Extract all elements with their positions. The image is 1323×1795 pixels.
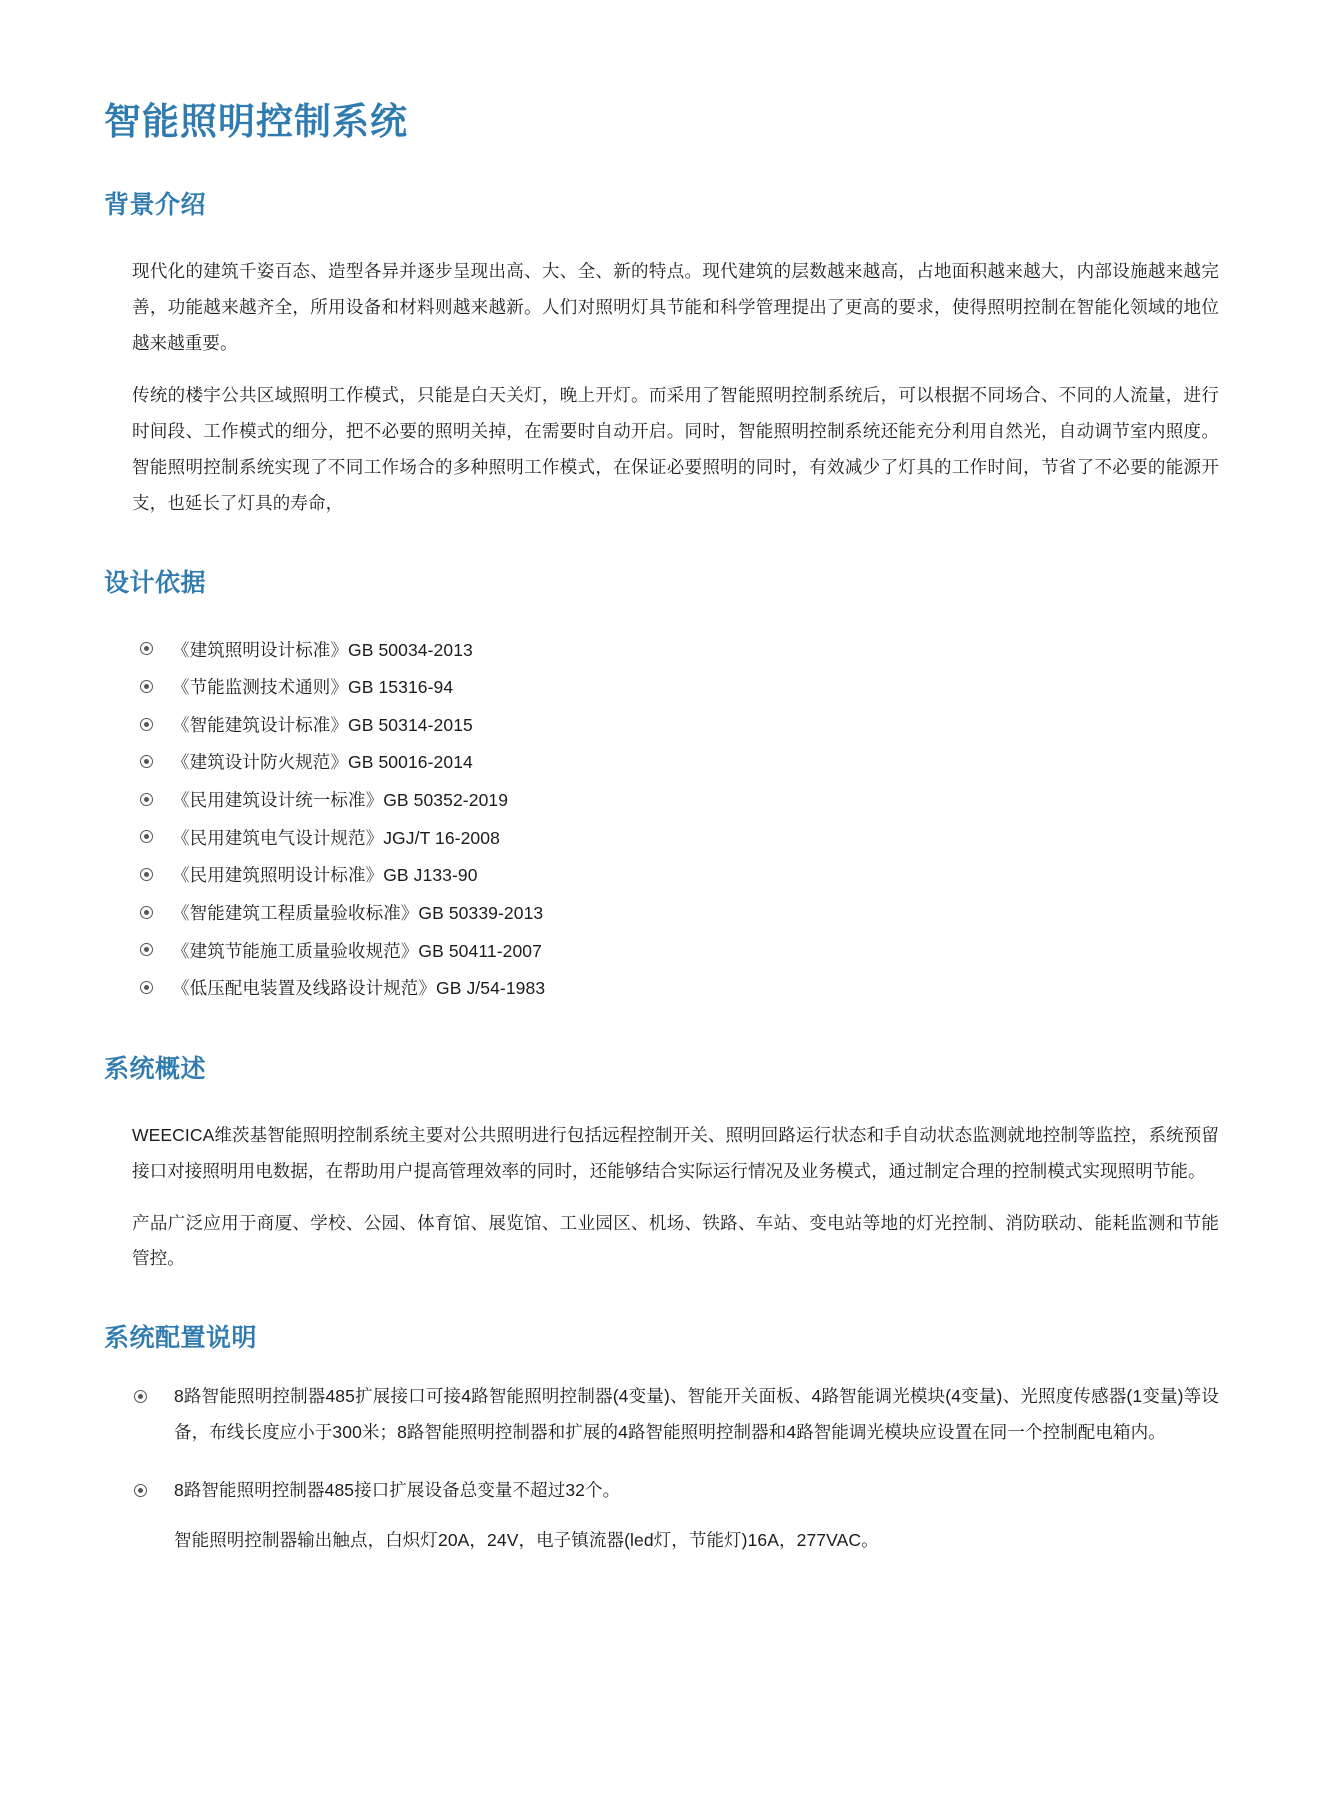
system-config-note: 智能照明控制器输出触点，白炽灯20A，24V，电子镇流器(led灯，节能灯)16A，277VAC。	[174, 1529, 879, 1550]
section-background	[104, 190, 1219, 521]
list-item	[140, 632, 1219, 670]
list-item	[140, 707, 1219, 745]
section-design-basis	[104, 568, 1219, 1008]
list-item	[140, 669, 1219, 707]
list-item	[140, 933, 1219, 971]
circled-dot-icon	[134, 1390, 147, 1403]
background-paragraph-1: 现代化的建筑千姿百态、造型各异并逐步呈现出高、大、全、新的特点。现代建筑的层数越来越高，占地面积越来越大，内部设施越来越完善，功能越来越齐全，所用设备和材料则越来越新。人们对照明灯具节能和科学管理提出了更高的要求，使得照明控制在智能化领域的地位越来越重要。	[132, 261, 1219, 354]
circled-dot-icon	[140, 830, 153, 843]
list-item-label: 8路智能照明控制器485接口扩展设备总变量不超过32个。	[174, 1480, 621, 1501]
design-basis-list	[104, 632, 1219, 1008]
background-body	[104, 254, 1219, 521]
section-heading-background: 背景介绍	[104, 191, 207, 220]
list-item-label: 《建筑节能施工质量验收规范》GB 50411-2007	[172, 940, 542, 961]
list-item-label: 《智能建筑设计标准》GB 50314-2015	[172, 714, 473, 735]
system-overview-paragraph-2: 产品广泛应用于商厦、学校、公园、体育馆、展览馆、工业园区、机场、铁路、车站、变电站等地的灯光控制、消防联动、能耗监测和节能管控。	[132, 1212, 1219, 1269]
list-item	[140, 820, 1219, 858]
list-item-label: 《节能监测技术通则》GB 15316-94	[172, 677, 454, 698]
list-item-label: 《低压配电装置及线路设计规范》GB J/54-1983	[172, 978, 546, 999]
circled-dot-icon	[140, 642, 153, 655]
circled-dot-icon	[140, 981, 153, 994]
list-item	[140, 895, 1219, 933]
circled-dot-icon	[140, 868, 153, 881]
section-heading-system-overview: 系统概述	[104, 1054, 207, 1083]
system-overview-body	[104, 1118, 1219, 1278]
background-paragraph-2: 传统的楼宇公共区域照明工作模式，只能是白天关灯，晚上开灯。而采用了智能照明控制系统后，可以根据不同场合、不同的人流量，进行时间段、工作模式的细分，把不必要的照明关掉，在需要时自动开启。同时，智能照明控制系统还能充分利用自然光，自动调节室内照度。智能照明控制系统实现了不同工作场合的多种照明工作模式，在保证必要照明的同时，有效减少了灯具的工作时间，节省了不必要的能源开支，也延长了灯具的寿命，	[132, 385, 1219, 513]
circled-dot-icon	[140, 755, 153, 768]
list-item	[140, 857, 1219, 895]
section-heading-system-config: 系统配置说明	[104, 1324, 258, 1353]
list-item-label: 《民用建筑设计统一标准》GB 50352-2019	[172, 790, 509, 811]
section-system-config	[104, 1323, 1219, 1559]
list-item	[134, 1473, 1219, 1509]
circled-dot-icon	[140, 718, 153, 731]
circled-dot-icon	[140, 793, 153, 806]
list-item	[140, 970, 1219, 1008]
list-item-label: 《民用建筑照明设计标准》GB J133-90	[172, 865, 478, 886]
circled-dot-icon	[134, 1484, 147, 1497]
list-item-label: 8路智能照明控制器485扩展接口可接4路智能照明控制器(4变量)、智能开关面板、4路智能调光模块(4变量)、光照度传感器(1变量)等设备，布线长度应小于300米；8路智能照明控制器和扩展的4路智能照明控制器和4路智能调光模块应设置在同一个控制配电箱内。	[174, 1386, 1219, 1443]
list-item	[140, 744, 1219, 782]
circled-dot-icon	[140, 943, 153, 956]
list-item-label: 《智能建筑工程质量验收标准》GB 50339-2013	[172, 902, 544, 923]
list-item-label: 《建筑设计防火规范》GB 50016-2014	[172, 752, 473, 773]
section-system-overview	[104, 1054, 1219, 1278]
circled-dot-icon	[140, 906, 153, 919]
list-item-label: 《民用建筑电气设计规范》JGJ/T 16-2008	[172, 827, 500, 848]
list-item	[134, 1379, 1219, 1451]
page-title: 智能照明控制系统	[104, 101, 408, 142]
section-heading-design-basis: 设计依据	[104, 568, 207, 597]
system-overview-paragraph-1: WEECICA维茨基智能照明控制系统主要对公共照明进行包括远程控制开关、照明回路运行状态和手自动状态监测就地控制等监控，系统预留接口对接照明用电数据，在帮助用户提高管理效率的同时，还能够结合实际运行情况及业务模式，通过制定合理的控制模式实现照明节能。	[132, 1124, 1219, 1181]
system-config-list	[104, 1379, 1219, 1509]
circled-dot-icon	[140, 680, 153, 693]
list-item-label: 《建筑照明设计标准》GB 50034-2013	[172, 639, 473, 660]
list-item	[140, 782, 1219, 820]
